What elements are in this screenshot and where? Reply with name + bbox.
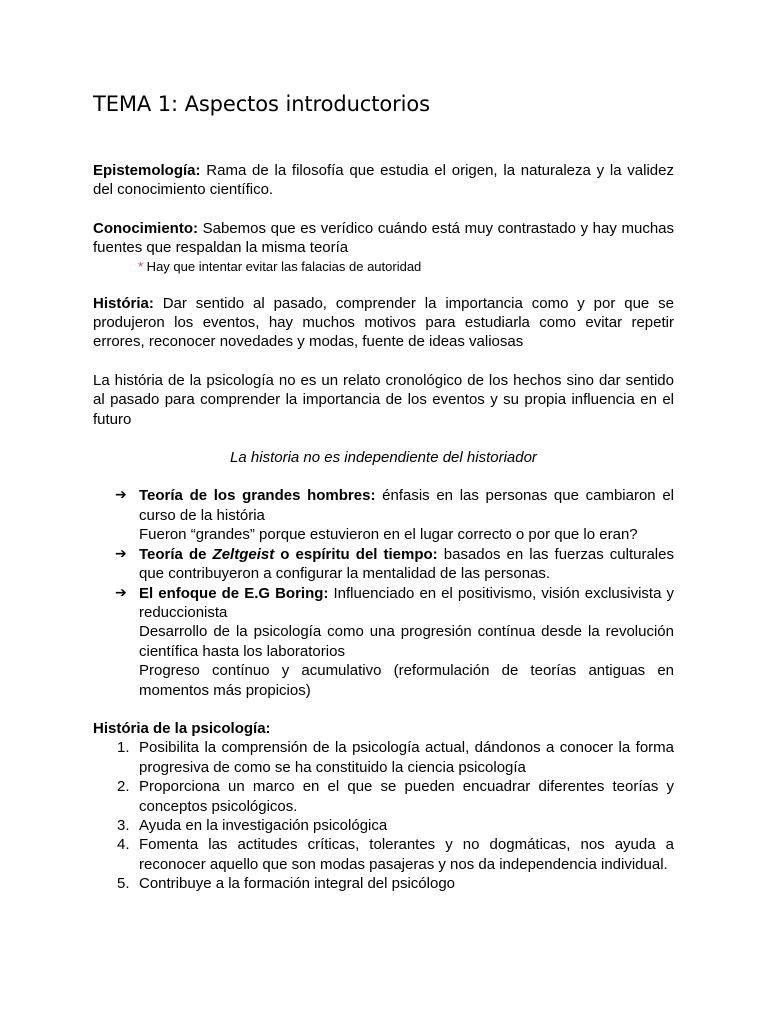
reasons-list xyxy=(93,738,674,893)
list-item-text: Ayuda en la investigación psicológica xyxy=(139,816,388,834)
definition-conocimiento xyxy=(93,219,674,258)
definition-term: História: xyxy=(93,294,154,312)
theory-text: énfasis en las personas que cambiaron el curso de la história xyxy=(139,487,674,524)
list-number: 5. xyxy=(117,875,130,893)
spacer xyxy=(93,200,674,219)
quote: La historia no es independiente del historiador xyxy=(230,449,537,467)
footnote xyxy=(93,258,674,275)
spacer xyxy=(93,275,674,294)
theory-term: Teoría de los grandes hombres: xyxy=(139,487,376,505)
theory-text: Influenciado en el positivismo, visión exclusivista y reduccionista xyxy=(139,584,674,621)
list-item xyxy=(93,777,674,816)
theory-term: Teoría de Zeltgeist o espíritu del tiempo: xyxy=(139,545,438,563)
list-item-text: Contribuye a la formación integral del psicólogo xyxy=(139,875,456,893)
list-number: 1. xyxy=(117,739,130,757)
section-heading: História de la psicología: xyxy=(93,719,271,737)
theory-term-italic: Zeltgeist xyxy=(212,545,275,563)
list-item-text: Proporciona un marco en el que se pueden encuadrar diferentes teorías y conceptos psicológicos. xyxy=(139,778,674,815)
list-item xyxy=(93,545,674,584)
list-item-text: Posibilita la comprensión de la psicología actual, dándonos a conocer la forma progresiva de como se ha constituido la ciencia psicología xyxy=(139,739,674,776)
definition-text: Dar sentido al pasado, comprender la importancia como y por que se produjeron los eventos, hay muchos motivos para estudiarla como evitar repetir errores, reconocer novedades y modas, fuente de ideas valiosas xyxy=(93,294,674,351)
page-title: TEMA 1: Aspectos introductorios xyxy=(93,92,430,116)
arrow-bullet-icon: ➔ xyxy=(115,584,127,601)
body-paragraph: La história de la psicología no es un relato cronológico de los hechos sino dar sentido al pasado para comprender la importancia de los eventos y su propia influencia en el futuro xyxy=(93,371,674,428)
definition-historia xyxy=(93,294,674,352)
list-item xyxy=(93,738,674,777)
arrow-bullet-icon: ➔ xyxy=(115,545,127,562)
theories-list xyxy=(93,486,674,699)
theory-term: El enfoque de E.G Boring: xyxy=(139,584,329,602)
document-page xyxy=(93,90,674,894)
footnote-text: Hay que intentar evitar las falacias de autoridad xyxy=(143,258,422,274)
list-number: 2. xyxy=(117,778,130,796)
list-number: 4. xyxy=(117,836,130,854)
definition-term: Epistemología: xyxy=(93,162,201,179)
definition-text: Sabemos que es verídico cuándo está muy contrastado y hay muchas fuentes que respaldan la misma teoría xyxy=(93,219,674,257)
theory-extra: Fueron “grandes” porque estuvieron en el lugar correcto o por que lo eran? xyxy=(139,526,638,544)
spacer xyxy=(93,700,674,719)
definition-text: Rama de la filosofía que estudia el origen, la naturaleza y la validez del conocimiento científico. xyxy=(93,162,674,199)
spacer xyxy=(93,118,674,161)
list-item xyxy=(93,874,674,893)
theory-extra: Desarrollo de la psicología como una progresión contínua desde la revolución científica hasta los laboratorios xyxy=(139,623,674,660)
list-item xyxy=(93,835,674,874)
definition-epistemologia xyxy=(93,161,674,200)
list-number: 3. xyxy=(117,816,130,834)
arrow-bullet-icon: ➔ xyxy=(115,487,127,504)
theory-extra: Progreso contínuo y acumulativo (reformulación de teorías antiguas en momentos más propicios) xyxy=(139,662,674,699)
spacer xyxy=(93,352,674,371)
definition-term: Conocimiento: xyxy=(93,219,198,237)
list-item xyxy=(93,816,674,835)
list-item-text: Fomenta las actitudes críticas, tolerantes y no dogmáticas, nos ayuda a reconocer aquello que son modas pasajeras y nos da independencia individual. xyxy=(139,836,674,873)
theory-text: basados en las fuerzas culturales que contribuyeron a configurar la mentalidad de las personas. xyxy=(139,545,674,583)
list-item xyxy=(93,584,674,700)
spacer xyxy=(93,467,674,486)
asterisk-marker: * xyxy=(138,258,144,274)
list-item xyxy=(93,486,674,544)
spacer xyxy=(93,429,674,448)
